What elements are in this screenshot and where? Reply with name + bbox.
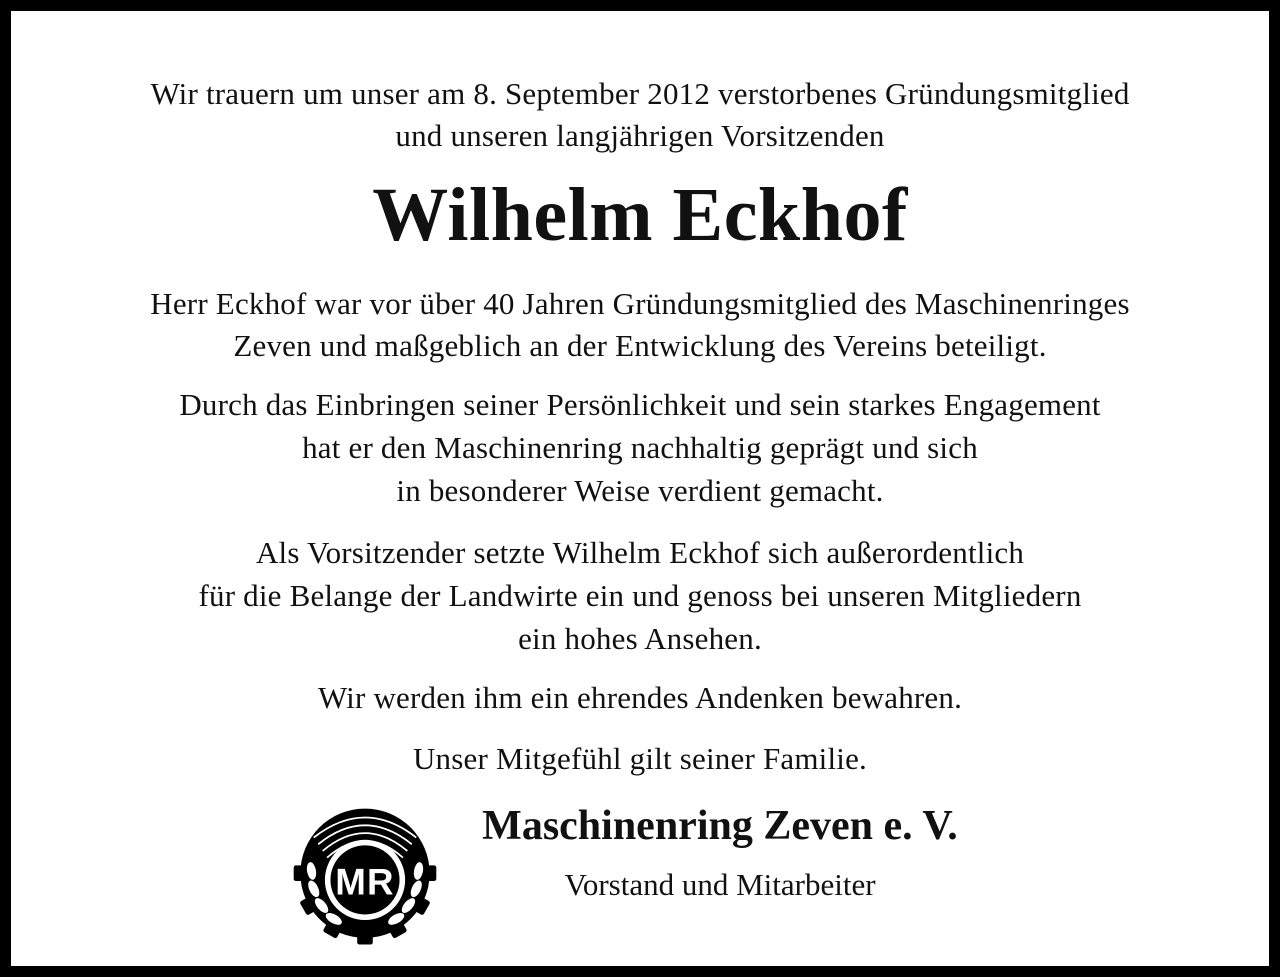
organization-subtitle: Vorstand und Mitarbeiter bbox=[564, 867, 876, 902]
intro-line-1: Wir trauern um unser am 8. September 2012 verstorbenes Gründungsmitglied bbox=[150, 76, 1130, 111]
paragraph-2-line-2: hat er den Maschinenring nachhaltig geprägt und sich bbox=[302, 430, 978, 465]
paragraph-1-line-2: Zeven und maßgeblich an der Entwicklung des Vereins beteiligt. bbox=[233, 328, 1047, 363]
intro-line-2: und unseren langjährigen Vorsitzenden bbox=[395, 118, 885, 153]
deceased-name: Wilhelm Eckhof bbox=[372, 173, 908, 257]
closing-line-1: Wir werden ihm ein ehrendes Andenken bewahren. bbox=[317, 680, 963, 715]
closing-line-2: Unser Mitgefühl gilt seiner Familie. bbox=[412, 741, 868, 776]
paragraph-2-line-3: in besonderer Weise verdient gemacht. bbox=[396, 473, 884, 508]
maschinenring-emblem-icon bbox=[287, 793, 443, 949]
organization-name: Maschinenring Zeven e. V. bbox=[482, 803, 958, 849]
logo-text: MR bbox=[335, 861, 395, 903]
paragraph-1-line-1: Herr Eckhof war vor über 40 Jahren Gründungsmitglied des Maschinenringes bbox=[150, 286, 1130, 321]
paragraph-3-line-2: für die Belange der Landwirte ein und genoss bei unseren Mitgliedern bbox=[198, 578, 1082, 613]
organization-signature bbox=[11, 793, 1269, 953]
paragraph-3-line-3: ein hohes Ansehen. bbox=[518, 621, 762, 656]
paragraph-2-line-1: Durch das Einbringen seiner Persönlichkeit und sein starkes Engagement bbox=[179, 387, 1101, 422]
paragraph-3-line-1: Als Vorsitzender setzte Wilhelm Eckhof sich außerordentlich bbox=[255, 535, 1025, 570]
